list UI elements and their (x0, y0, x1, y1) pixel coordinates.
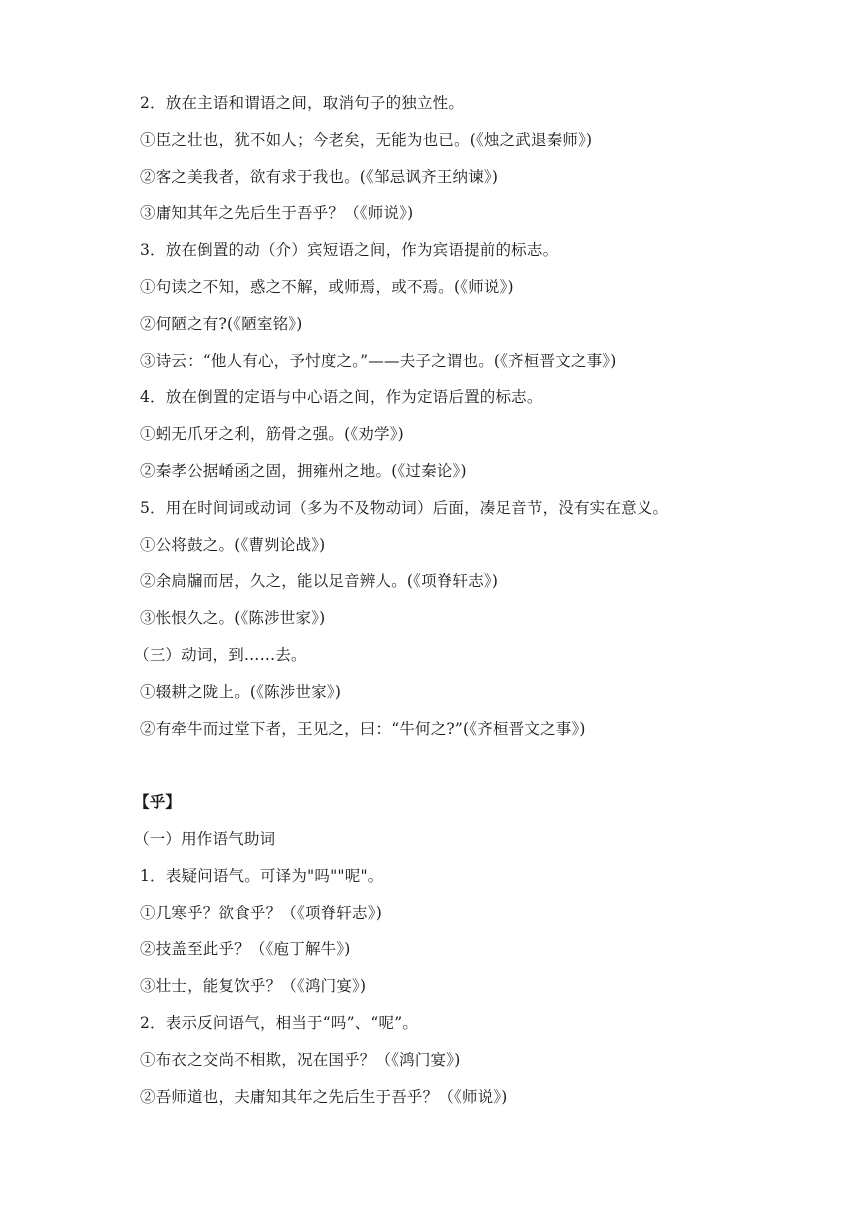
example-line: ③庸知其年之先后生于吾乎？（《师说》) (140, 204, 414, 223)
example-line: ①辍耕之陇上。(《陈涉世家》) (140, 682, 342, 701)
section-heading: 3．放在倒置的动（介）宾短语之间，作为宾语提前的标志。 (140, 241, 559, 260)
entry-heading: 【乎】 (134, 792, 182, 812)
example-line: ①臣之壮也，犹不如人；今老矣，无能为也已。(《烛之武退秦师》) (140, 130, 593, 149)
subsection-heading: （三）动词，到……去。 (134, 645, 307, 664)
section-heading: 4．放在倒置的定语与中心语之间，作为定语后置的标志。 (140, 388, 543, 407)
example-line: ②有牵牛而过堂下者，王见之，曰：“牛何之?”(《齐桓晋文之事》) (140, 719, 586, 738)
section-heading: 1．表疑问语气。可译为"吗""呢"。 (140, 866, 384, 885)
example-line: ②余扃牖而居，久之，能以足音辨人。(《项脊轩志》) (140, 572, 499, 591)
section-heading: 5．用在时间词或动词（多为不及物动词）后面，凑足音节，没有实在意义。 (140, 498, 669, 517)
example-line: ③怅恨久之。(《陈涉世家》) (140, 609, 326, 628)
section-heading: 2．放在主语和谓语之间，取消句子的独立性。 (140, 94, 465, 112)
example-line: ②吾师道也，夫庸知其年之先后生于吾乎？（《师说》) (140, 1087, 508, 1106)
document-body (134, 91, 840, 1121)
example-line: ③诗云：“他人有心，予忖度之。”——夫子之谓也。(《齐桓晋文之事》) (140, 351, 617, 370)
section-heading: 2．表示反问语气，相当于“吗”、“呢”。 (140, 1013, 419, 1032)
example-line: ③壮士，能复饮乎？（《鸿门宴》) (140, 977, 367, 996)
example-line: ②何陋之有?(《陋室铭》) (140, 314, 303, 333)
example-line: ②客之美我者，欲有求于我也。(《邹忌讽齐王纳谏》) (140, 167, 499, 186)
example-line: ①几寒乎？欲食乎？（《项脊轩志》) (140, 903, 382, 922)
blank-line (140, 753, 840, 790)
example-line: ①布衣之交尚不相欺，况在国乎？（《鸿门宴》) (140, 1050, 461, 1069)
example-line: ②技盖至此乎？（《庖丁解牛》) (140, 940, 351, 959)
example-line: ①蚓无爪牙之利，筋骨之强。(《劝学》) (140, 425, 404, 444)
example-line: ①句读之不知，惑之不解，或师焉，或不焉。(《师说》) (140, 277, 514, 296)
subsection-heading: （一）用作语气助词 (134, 829, 276, 848)
example-line: ①公将鼓之。(《曹刿论战》) (140, 535, 326, 554)
example-line: ②秦孝公据崤函之固，拥雍州之地。(《过秦论》) (140, 461, 467, 480)
